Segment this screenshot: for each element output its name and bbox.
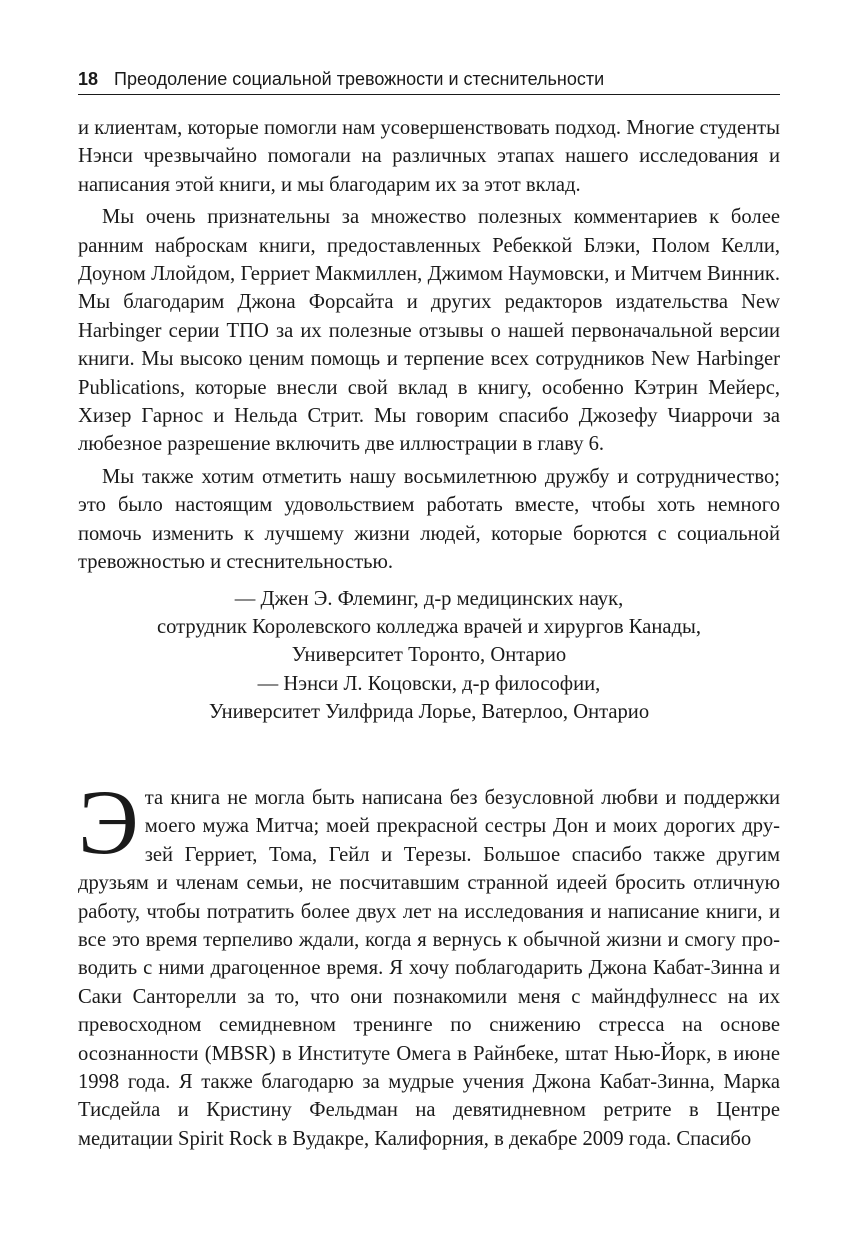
paragraph: Мы также хотим отметить нашу восьмилетнюю дружбу и сотрудничество; это было настоящим удовольствием работать вместе, чтобы хоть немного помочь изменить к лучшему жизни людей, которые борются с социальной тревожностью и стеснительностью.	[78, 465, 780, 574]
paragraph: и клиентам, которые помогли нам усовершенствовать подход. Многие студенты Нэнси чрезвычайно помогали на различных этапах нашего исследования и написания этой книги, и мы благодарим их за этот вклад.	[78, 117, 780, 196]
acknowledgements-section	[78, 114, 780, 727]
running-header	[78, 64, 780, 95]
signature-line: — Нэнси Л. Коцовски, д-р философии,	[257, 672, 601, 695]
signature-block	[78, 585, 780, 727]
running-title: Преодоление социальной тревожности и стеснительности	[114, 69, 605, 89]
signature-line: — Джен Э. Флеминг, д-р медицинских наук,	[234, 587, 624, 610]
page-number: 18	[78, 69, 99, 89]
paragraph: Мы очень признательны за множество полезных комментариев к более ранним наброскам книги, предоставленных Ребеккой Блэки, Полом Келли, Доуном Ллойдом, Герриет Макмиллен, Джимом Наумовски, и Митчем Винник. Мы благодарим Джона Форсайта и других редакторов издательства New Harbinger серии ТПО за их полезные отзывы о нашей первоначальной версии книги. Мы высоко ценим помощь и терпение всех сотрудников New Harbinger Publications, которые внесли свой вклад в книгу, особенно Кэтрин Мейерс, Хизер Гарнос и Нельда Стрит. Мы говорим спасибо Джозефу Чиаррочи за любезное разрешение включить две иллюстрации в главу 6.	[78, 206, 780, 456]
personal-acknowledgements	[78, 771, 780, 1153]
signature-line: Университет Уилфрида Лорье, Ватерлоо, Онтарио	[208, 701, 650, 724]
signature-line: сотрудник Королевского колледжа врачей и хирургов Канады,	[156, 615, 702, 638]
drop-cap: Э	[78, 771, 139, 873]
paragraph	[78, 771, 780, 1153]
paragraph-text: та книга не могла быть написана без безусловной любви и поддержки моего мужа Митча; моей прекрасной сестры Дон и моих дорогих друзей Герриет, Тома, Гейл и Терезы. Большое спасибо также другим друзьям и членам семьи, не посчитавшим странной идеей бросить отличную работу, чтобы потратить более двух лет на исследования и написание книги, и все это время терпеливо ждали, когда я вернусь к обычной жизни и смогу проводить с ними драгоценное время. Я хочу поблагодарить Джона Кабат-Зинна и Саки Санторелли за то, что они познакомили меня с майндфулнесс на их превосходном семидневном тренинге по снижению стресса на основе осознанности (MBSR) в Институте Омега в Райнбеке, штат Нью-Йорк, в июне 1998 года. Я также благодарю за мудрые учения Джона Кабат-Зинна, Марка Тисдейла и Кристину Фельдман на девятидневном ретрите в Центре медитации Spirit Rock в Вудакре, Калифорния, в декабре 2009 года. Спасибо	[78, 787, 780, 1150]
signature-line: Университет Торонто, Онтарио	[291, 644, 567, 667]
